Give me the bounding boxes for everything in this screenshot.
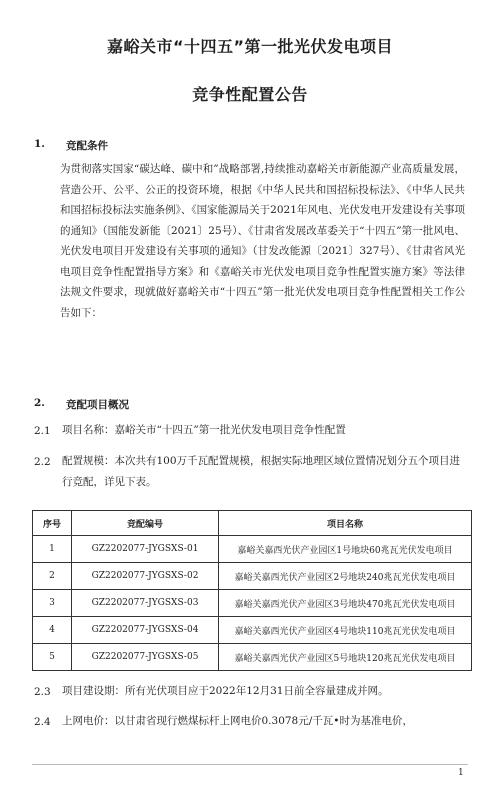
row-code: GZ2202077-JYGSXS-03 <box>72 590 219 617</box>
item-2-1-text: 项目名称：嘉峪关市“十四五”第一批光伏发电项目竞争性配置 <box>62 424 346 436</box>
row-project-name: 嘉峪关嘉西光伏产业园区4号地块110兆瓦光伏发电项目 <box>219 617 472 644</box>
row-index: 1 <box>33 536 72 563</box>
table-row <box>33 617 472 644</box>
row-project-name: 嘉峪关嘉西光伏产业园区1号地块60兆瓦光伏发电项目 <box>219 536 472 563</box>
item-2-3-number: 2.3 <box>34 686 51 698</box>
item-2-2-text: 配置规模：本次共有100万千瓦配置规模，根据实际地理区域位置情况划分五个项目进行竞配，详见下表。 <box>62 455 461 488</box>
footer-divider <box>32 764 468 765</box>
document-title-line2: 竞争性配置公告 <box>192 85 308 104</box>
row-index: 4 <box>33 617 72 644</box>
row-project-name: 嘉峪关嘉西光伏产业园区2号地块240兆瓦光伏发电项目 <box>219 563 472 590</box>
row-project-name: 嘉峪关嘉西光伏产业园区5号地块120兆瓦光伏发电项目 <box>219 644 472 671</box>
table-header-row <box>33 511 472 536</box>
table-row <box>33 536 472 563</box>
header-code: 竞配编号 <box>72 511 219 536</box>
item-2-4-text: 上网电价：以甘肃省现行燃煤标杆上网电价0.3078元/千瓦•时为基准电价， <box>62 715 413 727</box>
row-code: GZ2202077-JYGSXS-01 <box>72 536 219 563</box>
table-row <box>33 644 472 671</box>
section2-number: 2. <box>34 397 45 409</box>
section2-title: 竞配项目概况 <box>66 399 129 411</box>
section1-number: 1. <box>34 138 45 150</box>
section1-paragraph: 为贯彻落实国家“碳达峰、碳中和”战略部署,持续推动嘉峪关市新能源产业高质量发展，营造公开、公平、公正的投资环境，根据《中华人民共和国招标投标法》、《中华人民共和国招标投标法实施条例》、《国家能源局关于2021年风电、光伏发电开发建设有关事项的通知》（国能发新能〔2021〕25号）、《甘肃省发展改革委关于“十四五”第一批风电、光伏发电项目开发建设有关事项的通知》（甘发改能源〔2021〕327号）、《甘肃省风光电项目竞争性配置指导方案》和《嘉峪关市光伏发电项目竞争性配置实施方案》等法律法规文件要求，现就做好嘉峪关市“十四五”第一批光伏发电项目竞争性配置相关工作公告如下： <box>60 163 465 319</box>
item-2-4-number: 2.4 <box>34 716 51 728</box>
page-number: 1 <box>458 768 464 778</box>
row-index: 2 <box>33 563 72 590</box>
section1-title: 竞配条件 <box>66 140 108 152</box>
row-code: GZ2202077-JYGSXS-05 <box>72 644 219 671</box>
table-row <box>33 590 472 617</box>
table-row <box>33 563 472 590</box>
row-index: 3 <box>33 590 72 617</box>
header-index: 序号 <box>33 511 72 536</box>
item-2-2-number: 2.2 <box>34 456 51 468</box>
row-code: GZ2202077-JYGSXS-04 <box>72 617 219 644</box>
item-2-3-text: 项目建设期：所有光伏项目应于2022年12月31日前全容量建成并网。 <box>62 685 389 697</box>
header-project-name: 项目名称 <box>219 511 472 536</box>
document-title-line1: 嘉峪关市“十四五”第一批光伏发电项目 <box>106 37 394 56</box>
row-code: GZ2202077-JYGSXS-02 <box>72 563 219 590</box>
row-index: 5 <box>33 644 72 671</box>
project-table <box>32 510 472 671</box>
row-project-name: 嘉峪关嘉西光伏产业园区3号地块470兆瓦光伏发电项目 <box>219 590 472 617</box>
item-2-1-number: 2.1 <box>34 425 51 437</box>
